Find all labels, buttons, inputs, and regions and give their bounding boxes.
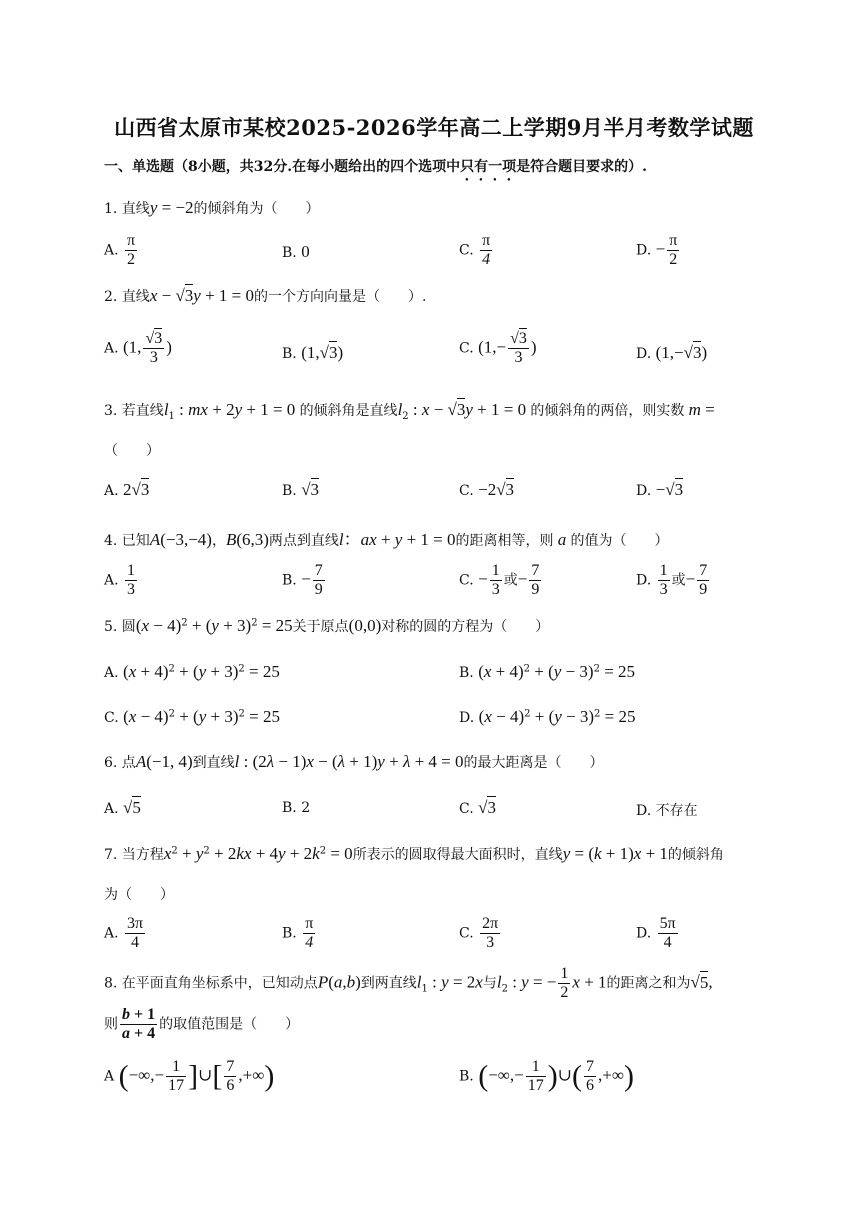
question-4-option-b: B. − $\frac{7}{9}$: [282, 562, 323, 598]
question-6-stem: 6. 点A(−1, 4)到直线l : (2λ − 1)x − (λ + 1)y + λ + 4 = 0的最大距离是（ ）: [104, 752, 604, 771]
section-heading: 一、单选题（8小题，共32分.在每小题给出的四个选项中只有一项是符合题目要求的）.: [104, 159, 647, 175]
question-7-option-b: B. $\frac{\pi}{4}$: [282, 915, 314, 951]
question-4-option-a: A. $\frac{1}{3}$: [104, 562, 136, 598]
question-5-option-a: A. $(x + 4)^2 + (y + 3)^2 = 25$: [104, 662, 280, 681]
question-6-option-c: C. √3: [459, 798, 496, 817]
question-3-option-d: D. −√3: [636, 480, 684, 499]
question-6-option-d: D. 不存在: [636, 803, 698, 819]
question-6-option-a: A. √5: [104, 798, 141, 817]
question-2-option-a: A. (1, $\frac{√3}{3}$ ): [104, 330, 172, 366]
question-7-stem: 7. 当方程$x^2 + y^2 + 2kx + 4y + 2k^2 = 0$所表示的圆取得最大面积时，直线y = (k + 1)x + 1的倾斜角: [104, 844, 724, 863]
question-1-option-a: A. $\frac{\pi}{2}$: [104, 232, 136, 268]
question-1-option-d: D. − $\frac{\pi}{2}$: [636, 232, 678, 268]
question-7-option-d: D. $\frac{5\pi}{4}$: [636, 915, 676, 951]
question-4-option-c: C. − $\frac{1}{3}$ 或− $\frac{7}{9}$: [459, 562, 540, 598]
question-8-option-a: A (−∞,− $\frac{1}{17}$ ]∪[ $\frac{7}{6}$ ,+∞): [104, 1058, 275, 1094]
question-3-option-a: A. 2√3: [104, 480, 150, 499]
question-8-stem-cont: 则 $\frac{b + 1}{a + 4}$ 的取值范围是（ ）: [104, 1006, 300, 1042]
page-title: 山西省太原市某校2025-2026学年高二上学期9月半月考数学试题: [114, 115, 754, 140]
question-3-option-c: C. −2√3: [459, 480, 515, 499]
question-1-option-c: C. $\frac{\pi}{4}$: [459, 232, 491, 268]
question-5-stem: 5. 圆$(x - 4)^2 + (y + 3)^2 = 25$关于原点(0,0)对称的圆的方程为（ ）: [104, 616, 550, 635]
question-8-stem: 8. 在平面直角坐标系中，已知动点P(a,b)到两直线$l_1$ : y = 2x与$l_2$ : y = − $\frac{1}{2}$ x + 1的距离之和为√5,: [104, 965, 713, 1001]
question-8-option-b: B. (−∞,− $\frac{1}{17}$ )∪( $\frac{7}{6}$ ,+∞): [459, 1058, 634, 1094]
question-5-option-d: D. $(x - 4)^2 + (y - 3)^2 = 25$: [459, 707, 636, 726]
question-1-option-b: B. 0: [282, 242, 310, 261]
question-1-stem: 1. 直线y = −2的倾斜角为（ ）: [104, 198, 320, 217]
emphasis-text: 只有一项: [460, 159, 517, 175]
question-3-option-b: B. √3: [282, 480, 320, 499]
question-2-option-c: C. (1,− $\frac{√3}{3}$ ): [459, 330, 537, 366]
question-4-option-d: D. $\frac{1}{3}$ 或− $\frac{7}{9}$: [636, 562, 708, 598]
question-2-option-d: D. (1,−√3): [636, 343, 708, 362]
question-6-option-b: B. 2: [282, 800, 311, 816]
question-7-option-c: C. $\frac{2\pi}{3}$: [459, 915, 499, 951]
question-2-stem: 2. 直线x − √3y + 1 = 0的一个方向向量是（ ）.: [104, 286, 427, 305]
question-3-stem-cont: （ ）: [104, 443, 160, 459]
question-7-option-a: A. $\frac{3\pi}{4}$: [104, 915, 144, 951]
question-5-option-b: B. $(x + 4)^2 + (y - 3)^2 = 25$: [459, 662, 636, 681]
question-2-option-b: B. (1,√3): [282, 343, 344, 362]
question-7-stem-cont: 为（ ）: [104, 887, 174, 903]
question-3-stem: 3. 若直线$l_1$ : mx + 2y + 1 = 0 的倾斜角是直线$l_2$ : x − √3y + 1 = 0 的倾斜角的两倍，则实数 m =: [104, 400, 715, 422]
question-5-option-c: C. $(x - 4)^2 + (y + 3)^2 = 25$: [104, 707, 280, 726]
question-4-stem: 4. 已知A(−3,−4)，B(6,3)两点到直线l：ax + y + 1 = 0的距离相等，则 a 的值为（ ）: [104, 530, 669, 549]
